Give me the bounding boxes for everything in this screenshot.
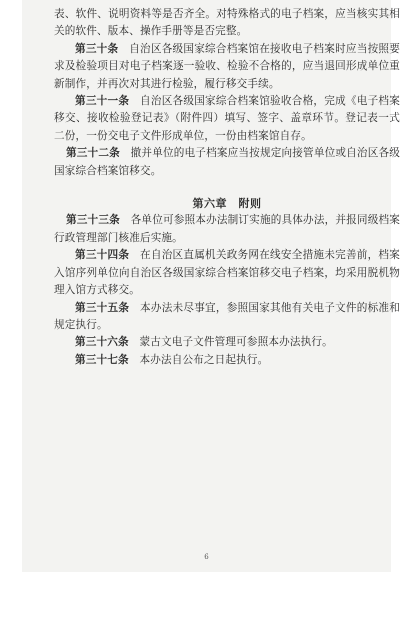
article-31 [54, 93, 400, 145]
article-number: 第三十一条 [75, 95, 130, 108]
article-30 [54, 41, 400, 93]
page-number: 6 [204, 553, 209, 561]
article-body: 蒙古文电子文件管理可参照本办法执行。 [139, 336, 333, 349]
article-body: 撤并单位的电子档案应当按规定向接管单位或自治区各级国家综合档案馆移交。 [54, 147, 400, 177]
article-37 [54, 352, 400, 369]
article-34 [54, 247, 400, 299]
article-body: 各单位可参照本办法制订实施的具体办法，并报同级档案行政管理部门核准后实施。 [54, 214, 400, 244]
article-number: 第三十条 [75, 42, 119, 55]
article-number: 第三十二条 [66, 147, 120, 160]
article-body: 本办法自公布之日起执行。 [139, 353, 269, 366]
article-body: 本办法未尽事宜，参照国家其他有关电子文件的标准和规定执行。 [54, 301, 400, 331]
article-number: 第三十四条 [75, 249, 130, 262]
article-number: 第三十七条 [75, 353, 129, 366]
chapter-title: 第六章 附则 [192, 197, 262, 211]
article-35 [54, 300, 400, 335]
paragraph-continued [54, 6, 400, 41]
article-number: 第三十三条 [66, 214, 120, 227]
article-number: 第三十六条 [75, 336, 129, 349]
article-36 [54, 334, 400, 351]
article-body: 在自治区直属机关政务网在线安全措施未完善前，档案入馆序列单位向自治区各级国家综合档案馆移交电子档案，均采用脱机物理入馆方式移交。 [54, 249, 400, 297]
paragraph-body: 表、软件、说明资料等是否齐全。对特殊格式的电子档案，应当核实其相关的软件、版本、操作手册等是否完整。 [54, 8, 400, 38]
document-page [22, 0, 400, 572]
body-text [54, 6, 400, 369]
article-33 [54, 212, 400, 247]
article-32 [54, 145, 400, 180]
article-number: 第三十五条 [75, 301, 130, 314]
article-body: 自治区各级国家综合档案馆验收合格，完成《电子档案移交、接收检验登记表》（附件四）填写、签字、盖章环节。登记表一式二份，一份交电子文件形成单位，一份由档案馆自存。 [54, 95, 400, 142]
article-body: 自治区各级国家综合档案馆在接收电子档案时应当按照要求及检验项目对电子档案逐一验收、检验不合格的，应当退回形成单位重新制作，并再次对其进行检验，履行移交手续。 [54, 42, 400, 90]
